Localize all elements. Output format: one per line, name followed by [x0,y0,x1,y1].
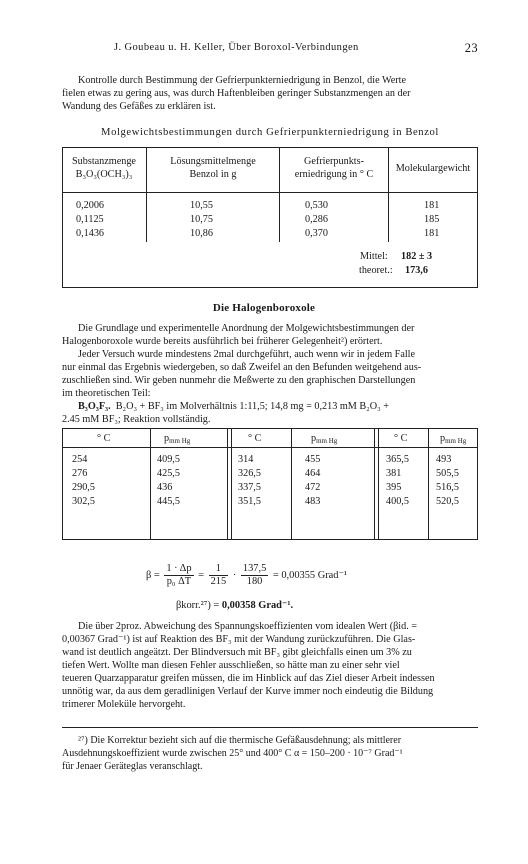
table-rule [227,428,228,539]
running-title: J. Goubeau u. H. Keller, Über Boroxol-Verbindungen [114,42,359,53]
text-line: ²⁷) Die Korrektur bezieht sich auf die thermische Gefäßausdehnung; als mittlerer [78,735,402,746]
text-line: 2.45 mM BF₃; Reaktion vollständig. [62,414,211,425]
table-rule [374,428,375,539]
table-header: Substanzmenge B₃O₃(OCH₃)₃ [72,156,136,180]
corrected-label: βkorr.²⁷) = [176,600,220,611]
text-line: Ausdehnungskoeffizient wurde zwischen 25° und 400° C α = 150–200 · 10⁻⁷ Grad⁻¹ [62,748,403,759]
table-rule [62,287,478,288]
table1-caption: Molgewichtsbestimmungen durch Gefrierpunkterniedrigung in Benzol [101,127,439,138]
table-rule [62,539,478,540]
fraction: $\frac{1}{215}$ [210,563,227,587]
table-rule [150,428,151,539]
text-line: Wandung des Gefäßes zu erklären ist. [62,101,216,112]
table-rule [378,428,379,539]
formula-result: = 0,00355 Grad⁻¹ [272,569,348,581]
molweight-table: Substanzmenge B₃O₃(OCH₃)₃ Lösungsmittelmenge Benzol in g Gefrierpunkts- erniedrigung in ° C Molekulargewicht 0,2006 10,55 0,530 181 0,1125 10,75 0,286 185 0,1436 10,86 0,370 181 Mittel: 182 ± 3 theoret.: 173,6 [62,147,478,288]
text-line: Die über 2proz. Abweichung des Spannungskoeffizienten vom idealen Wert (βid. = [78,621,418,632]
table-rule [62,428,478,429]
text-line: nur einmal das Ergebnis wiedergeben, so daß Zweifel an den Befunden weitgehend aus- [62,362,422,373]
table-header: ° C [97,433,111,444]
page-number: 23 [464,41,478,55]
text-line [78,400,494,413]
table-header: $p_{mm Hg}$ [440,433,467,445]
text-line: Die Grundlage und experimentelle Anordnung der Molgewichtsbestimmungen der [78,323,415,334]
fraction: $\frac{1 \cdot \Delta p}{\text{p₀ ΔT}}$ [166,563,192,587]
text-line: Halogenboroxole wurde bereits ausführlich bei früherer Gelegenheit²) erörtert. [62,336,383,347]
mean-label: Mittel: [360,251,388,262]
mean-value: 182 ± 3 [401,251,433,262]
theor-value: 173,6 [405,265,428,276]
compound-formula: B₃O₃F₃. [78,401,111,412]
text-line: trimerer Moleküle hervorgeht. [62,699,186,710]
theor-label: theoret.: [359,265,393,276]
table-rule [291,428,292,539]
table-header: Molekulargewicht [395,163,471,174]
table-rule [477,428,478,539]
text-line: teueren Quarzapparatur greifen müssen, die im Hinblick auf das Ziel dieser Arbeit indessen [62,673,435,684]
table-rule [62,447,478,448]
text-line: 0,00367 Grad⁻¹) ist auf Reaktion des BF₃ mit der Wandung zurückzuführen. Die Glas- [62,634,416,645]
table-rule [428,428,429,539]
text-line: zuschließen sind. Wir geben nunmehr die Meßwerte zu den graphischen Darstellungen [62,375,416,386]
table-header: Lösungsmittelmenge Benzol in g [170,156,256,180]
table-header: $p_{mm Hg}$ [311,433,338,445]
table-rule [231,428,232,539]
table-rule [477,147,478,287]
text-line: fielen etwas zu gering aus, was durch Haftenbleiben geringer Substanzmengen an der [62,88,411,99]
discussion-paragraph [62,620,494,711]
intro-paragraph [62,74,494,113]
footnote [62,734,494,773]
table-header: Gefrierpunkts- erniedrigung in ° C [294,156,374,180]
beta-symbol: β = [146,569,160,581]
footnote-rule [62,727,478,728]
beta-corrected [176,599,293,611]
table-rule [62,428,63,539]
vapor-pressure-table: ° C $p_{mm Hg}$ ° C $p_{mm Hg}$ ° C $p_{mm Hg}$ 254 409,5 314 455 365,5 493 276 425,5 326,5 464 381 505,5 290,5 436 337,5 472 395 516,5 302,5 445,5 351,5 483 400,5 520,5 [62,428,478,540]
section-title: Die Halogenboroxole [212,302,316,314]
mixture-text: B₂O₃ + BF₃ im Molverhältnis 1:11,5; 14,8 mg = 0,213 mM B₂O₃ + [115,401,389,412]
text-line: tiefen Wert. Wollte man diesen Fehler ausschließen, so hätte man zu einer sehr viel [62,660,400,671]
fraction: $\frac{137,5}{180}$ [242,563,267,587]
table-header: $p_{mm Hg}$ [164,433,191,445]
text-line: unnötig war, da aus dem geradlinigen Verlauf der Kurve immer noch eindeutig die Bildung [62,686,434,697]
text-line: Kontrolle durch Bestimmung der Gefrierpunkterniedrigung in Benzol, die Werte [78,75,407,86]
text-line: für Jenaer Geräteglas veranschlagt. [62,761,203,772]
table-header: ° C [248,433,262,444]
table-rule [62,192,478,193]
table-rule [62,147,478,148]
beta-formula: β = $\frac{1 \cdot \Delta p}{\text{p₀ ΔT}}$ = $\frac{1}{215}$ · $\frac{137,5}{180}$ = 0,00355 Grad⁻¹ [146,563,348,587]
corrected-value: 0,00358 Grad⁻¹. [221,600,294,611]
section-paragraph [62,322,494,426]
table-header: ° C [394,433,408,444]
text-line: im theoretischen Teil: [62,388,151,399]
text-line: Jeder Versuch wurde mindestens 2mal durchgeführt, auch wenn wir in jedem Falle [78,349,416,360]
text-line: wand ist deutlich angeätzt. Der Blindversuch mit BF₃ gibt gleichfalls einen um 3% zu [62,647,412,658]
